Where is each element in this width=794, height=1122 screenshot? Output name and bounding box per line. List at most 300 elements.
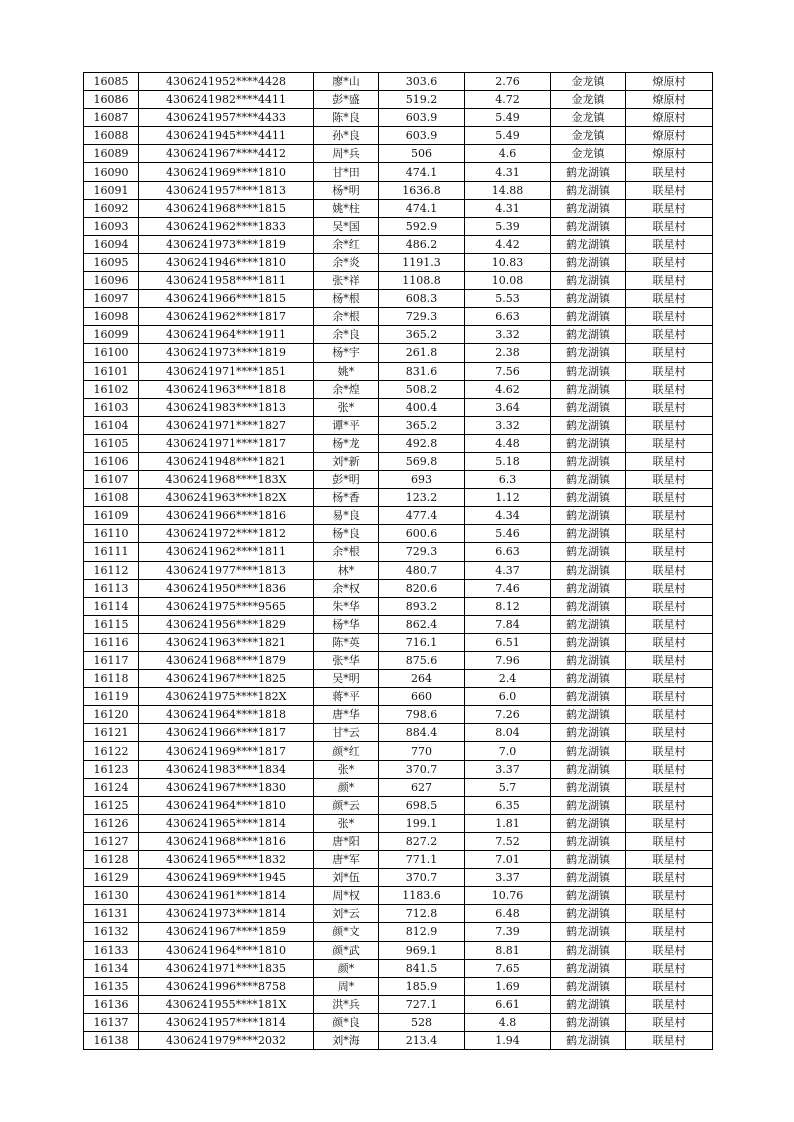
table-row: [84, 199, 713, 217]
cell-seq: 16094: [84, 235, 139, 253]
cell-seq: 16104: [84, 416, 139, 434]
cell-amount: 474.1: [379, 163, 465, 181]
cell-name: 颜*: [314, 778, 379, 796]
cell-area: 7.0: [465, 742, 551, 760]
cell-town: 鹤龙湖镇: [551, 615, 626, 633]
cell-name: 唐*军: [314, 851, 379, 869]
cell-town: 鹤龙湖镇: [551, 253, 626, 271]
cell-id-number: 4306241961****1814: [139, 887, 314, 905]
cell-town: 鹤龙湖镇: [551, 416, 626, 434]
cell-town: 鹤龙湖镇: [551, 742, 626, 760]
cell-town: 金龙镇: [551, 145, 626, 163]
cell-amount: 729.3: [379, 543, 465, 561]
cell-village: 联星村: [626, 579, 713, 597]
cell-id-number: 4306241969****1810: [139, 163, 314, 181]
cell-id-number: 4306241955****181X: [139, 995, 314, 1013]
cell-village: 联星村: [626, 525, 713, 543]
cell-id-number: 4306241952****4428: [139, 73, 314, 91]
cell-seq: 16114: [84, 597, 139, 615]
cell-amount: 600.6: [379, 525, 465, 543]
cell-id-number: 4306241983****1834: [139, 760, 314, 778]
cell-village: 联星村: [626, 905, 713, 923]
cell-village: 联星村: [626, 326, 713, 344]
cell-name: 杨*华: [314, 615, 379, 633]
cell-area: 6.63: [465, 308, 551, 326]
cell-amount: 528: [379, 1013, 465, 1031]
cell-area: 5.49: [465, 127, 551, 145]
table-row: [84, 561, 713, 579]
cell-village: 联星村: [626, 471, 713, 489]
table-row: [84, 1013, 713, 1031]
cell-town: 鹤龙湖镇: [551, 561, 626, 579]
cell-name: 杨*龙: [314, 434, 379, 452]
cell-amount: 365.2: [379, 416, 465, 434]
cell-area: 7.46: [465, 579, 551, 597]
cell-area: 5.49: [465, 109, 551, 127]
cell-area: 8.12: [465, 597, 551, 615]
cell-amount: 519.2: [379, 91, 465, 109]
table-row: [84, 760, 713, 778]
cell-village: 联星村: [626, 561, 713, 579]
table-row: [84, 452, 713, 470]
cell-amount: 486.2: [379, 235, 465, 253]
cell-name: 杨*根: [314, 290, 379, 308]
cell-seq: 16116: [84, 633, 139, 651]
cell-village: 联星村: [626, 851, 713, 869]
cell-id-number: 4306241973****1819: [139, 235, 314, 253]
cell-name: 刘*伍: [314, 869, 379, 887]
cell-village: 联星村: [626, 923, 713, 941]
cell-village: 联星村: [626, 760, 713, 778]
table-row: [84, 91, 713, 109]
table-row: [84, 1031, 713, 1049]
cell-seq: 16123: [84, 760, 139, 778]
cell-seq: 16087: [84, 109, 139, 127]
cell-name: 余*炎: [314, 253, 379, 271]
cell-village: 联星村: [626, 887, 713, 905]
cell-village: 联星村: [626, 416, 713, 434]
cell-id-number: 4306241963****1821: [139, 633, 314, 651]
cell-town: 鹤龙湖镇: [551, 290, 626, 308]
cell-area: 4.34: [465, 507, 551, 525]
table-row: [84, 633, 713, 651]
cell-town: 鹤龙湖镇: [551, 652, 626, 670]
cell-village: 联星村: [626, 796, 713, 814]
table-body: [84, 73, 713, 1050]
cell-amount: 627: [379, 778, 465, 796]
cell-id-number: 4306241962****1817: [139, 308, 314, 326]
cell-name: 周*兵: [314, 145, 379, 163]
cell-area: 10.76: [465, 887, 551, 905]
cell-id-number: 4306241946****1810: [139, 253, 314, 271]
cell-town: 鹤龙湖镇: [551, 543, 626, 561]
cell-town: 鹤龙湖镇: [551, 688, 626, 706]
cell-seq: 16103: [84, 398, 139, 416]
cell-amount: 893.2: [379, 597, 465, 615]
cell-seq: 16105: [84, 434, 139, 452]
cell-area: 7.52: [465, 832, 551, 850]
cell-town: 鹤龙湖镇: [551, 995, 626, 1013]
cell-name: 林*: [314, 561, 379, 579]
cell-amount: 1636.8: [379, 181, 465, 199]
cell-village: 联星村: [626, 507, 713, 525]
cell-amount: 827.2: [379, 832, 465, 850]
cell-amount: 729.3: [379, 308, 465, 326]
cell-amount: 875.6: [379, 652, 465, 670]
table-row: [84, 742, 713, 760]
cell-village: 联星村: [626, 633, 713, 651]
cell-area: 4.6: [465, 145, 551, 163]
cell-name: 周*权: [314, 887, 379, 905]
cell-seq: 16117: [84, 652, 139, 670]
table-row: [84, 145, 713, 163]
cell-seq: 16137: [84, 1013, 139, 1031]
cell-amount: 474.1: [379, 199, 465, 217]
cell-amount: 480.7: [379, 561, 465, 579]
cell-seq: 16118: [84, 670, 139, 688]
cell-area: 7.65: [465, 959, 551, 977]
cell-seq: 16091: [84, 181, 139, 199]
cell-area: 4.31: [465, 163, 551, 181]
cell-seq: 16119: [84, 688, 139, 706]
cell-area: 10.08: [465, 272, 551, 290]
cell-area: 3.37: [465, 760, 551, 778]
table-row: [84, 525, 713, 543]
cell-amount: 365.2: [379, 326, 465, 344]
table-row: [84, 959, 713, 977]
table-row: [84, 290, 713, 308]
cell-name: 余*良: [314, 326, 379, 344]
table-row: [84, 434, 713, 452]
cell-area: 4.48: [465, 434, 551, 452]
cell-town: 鹤龙湖镇: [551, 1031, 626, 1049]
cell-name: 甘*云: [314, 724, 379, 742]
cell-name: 杨*香: [314, 489, 379, 507]
cell-town: 鹤龙湖镇: [551, 434, 626, 452]
table-row: [84, 127, 713, 145]
cell-amount: 592.9: [379, 217, 465, 235]
cell-name: 易*良: [314, 507, 379, 525]
cell-name: 颜*文: [314, 923, 379, 941]
cell-town: 鹤龙湖镇: [551, 199, 626, 217]
cell-village: 联星村: [626, 362, 713, 380]
cell-area: 1.81: [465, 814, 551, 832]
cell-village: 联星村: [626, 290, 713, 308]
cell-seq: 16125: [84, 796, 139, 814]
cell-id-number: 4306241975****182X: [139, 688, 314, 706]
cell-id-number: 4306241966****1817: [139, 724, 314, 742]
cell-seq: 16124: [84, 778, 139, 796]
table-row: [84, 326, 713, 344]
cell-id-number: 4306241948****1821: [139, 452, 314, 470]
cell-town: 鹤龙湖镇: [551, 362, 626, 380]
cell-area: 4.72: [465, 91, 551, 109]
table-row: [84, 235, 713, 253]
table-row: [84, 344, 713, 362]
cell-town: 鹤龙湖镇: [551, 163, 626, 181]
cell-name: 姚*柱: [314, 199, 379, 217]
cell-amount: 213.4: [379, 1031, 465, 1049]
cell-town: 鹤龙湖镇: [551, 525, 626, 543]
cell-town: 鹤龙湖镇: [551, 832, 626, 850]
cell-amount: 1183.6: [379, 887, 465, 905]
cell-village: 联星村: [626, 452, 713, 470]
cell-seq: 16111: [84, 543, 139, 561]
cell-area: 4.37: [465, 561, 551, 579]
cell-id-number: 4306241964****1810: [139, 941, 314, 959]
cell-village: 联星村: [626, 814, 713, 832]
table-row: [84, 181, 713, 199]
cell-area: 5.18: [465, 452, 551, 470]
cell-amount: 693: [379, 471, 465, 489]
cell-village: 联星村: [626, 688, 713, 706]
cell-seq: 16092: [84, 199, 139, 217]
cell-area: 5.7: [465, 778, 551, 796]
cell-amount: 506: [379, 145, 465, 163]
cell-name: 颜*云: [314, 796, 379, 814]
cell-seq: 16115: [84, 615, 139, 633]
cell-amount: 370.7: [379, 760, 465, 778]
cell-area: 2.38: [465, 344, 551, 362]
cell-village: 联星村: [626, 778, 713, 796]
table-row: [84, 869, 713, 887]
cell-amount: 608.3: [379, 290, 465, 308]
cell-village: 联星村: [626, 253, 713, 271]
cell-amount: 1191.3: [379, 253, 465, 271]
cell-amount: 508.2: [379, 380, 465, 398]
cell-seq: 16100: [84, 344, 139, 362]
cell-town: 鹤龙湖镇: [551, 398, 626, 416]
cell-village: 联星村: [626, 670, 713, 688]
cell-id-number: 4306241964****1911: [139, 326, 314, 344]
cell-name: 张*华: [314, 652, 379, 670]
table-row: [84, 941, 713, 959]
cell-village: 联星村: [626, 652, 713, 670]
cell-town: 鹤龙湖镇: [551, 181, 626, 199]
cell-village: 联星村: [626, 597, 713, 615]
cell-town: 鹤龙湖镇: [551, 923, 626, 941]
cell-area: 2.76: [465, 73, 551, 91]
cell-amount: 969.1: [379, 941, 465, 959]
data-table: [83, 72, 713, 1050]
cell-amount: 261.8: [379, 344, 465, 362]
table-row: [84, 652, 713, 670]
cell-name: 洪*兵: [314, 995, 379, 1013]
cell-area: 3.37: [465, 869, 551, 887]
cell-id-number: 4306241967****1859: [139, 923, 314, 941]
cell-area: 5.46: [465, 525, 551, 543]
cell-area: 1.12: [465, 489, 551, 507]
cell-amount: 400.4: [379, 398, 465, 416]
cell-town: 鹤龙湖镇: [551, 579, 626, 597]
cell-id-number: 4306241962****1811: [139, 543, 314, 561]
cell-seq: 16089: [84, 145, 139, 163]
cell-seq: 16138: [84, 1031, 139, 1049]
cell-id-number: 4306241964****1818: [139, 706, 314, 724]
cell-seq: 16121: [84, 724, 139, 742]
table-row: [84, 905, 713, 923]
cell-name: 余*煌: [314, 380, 379, 398]
cell-town: 鹤龙湖镇: [551, 869, 626, 887]
cell-id-number: 4306241967****1830: [139, 778, 314, 796]
cell-village: 联星村: [626, 742, 713, 760]
cell-name: 刘*新: [314, 452, 379, 470]
cell-area: 3.64: [465, 398, 551, 416]
cell-id-number: 4306241968****183X: [139, 471, 314, 489]
cell-seq: 16128: [84, 851, 139, 869]
cell-town: 鹤龙湖镇: [551, 905, 626, 923]
cell-town: 鹤龙湖镇: [551, 272, 626, 290]
cell-name: 谭*平: [314, 416, 379, 434]
table-row: [84, 923, 713, 941]
cell-name: 颜*: [314, 959, 379, 977]
cell-seq: 16101: [84, 362, 139, 380]
cell-amount: 716.1: [379, 633, 465, 651]
cell-name: 陈*良: [314, 109, 379, 127]
table-row: [84, 814, 713, 832]
cell-name: 朱*华: [314, 597, 379, 615]
cell-village: 联星村: [626, 869, 713, 887]
cell-amount: 727.1: [379, 995, 465, 1013]
cell-village: 联星村: [626, 344, 713, 362]
cell-id-number: 4306241945****4411: [139, 127, 314, 145]
cell-name: 张*: [314, 398, 379, 416]
table-row: [84, 398, 713, 416]
cell-id-number: 4306241965****1832: [139, 851, 314, 869]
cell-village: 燎原村: [626, 145, 713, 163]
cell-area: 7.26: [465, 706, 551, 724]
cell-amount: 841.5: [379, 959, 465, 977]
cell-town: 鹤龙湖镇: [551, 977, 626, 995]
table-row: [84, 217, 713, 235]
cell-name: 杨*宇: [314, 344, 379, 362]
cell-id-number: 4306241996****8758: [139, 977, 314, 995]
cell-name: 唐*阳: [314, 832, 379, 850]
cell-village: 联星村: [626, 706, 713, 724]
cell-area: 6.35: [465, 796, 551, 814]
cell-village: 燎原村: [626, 91, 713, 109]
cell-town: 鹤龙湖镇: [551, 344, 626, 362]
cell-amount: 569.8: [379, 452, 465, 470]
cell-seq: 16108: [84, 489, 139, 507]
cell-amount: 603.9: [379, 109, 465, 127]
cell-village: 联星村: [626, 308, 713, 326]
cell-town: 鹤龙湖镇: [551, 597, 626, 615]
cell-id-number: 4306241971****1827: [139, 416, 314, 434]
cell-id-number: 4306241968****1816: [139, 832, 314, 850]
table-row: [84, 615, 713, 633]
table-row: [84, 579, 713, 597]
cell-town: 鹤龙湖镇: [551, 670, 626, 688]
cell-amount: 771.1: [379, 851, 465, 869]
cell-amount: 798.6: [379, 706, 465, 724]
cell-seq: 16098: [84, 308, 139, 326]
cell-town: 鹤龙湖镇: [551, 778, 626, 796]
cell-name: 甘*田: [314, 163, 379, 181]
cell-name: 周*: [314, 977, 379, 995]
cell-town: 鹤龙湖镇: [551, 507, 626, 525]
cell-id-number: 4306241979****2032: [139, 1031, 314, 1049]
cell-name: 蒋*平: [314, 688, 379, 706]
cell-seq: 16130: [84, 887, 139, 905]
cell-name: 刘*海: [314, 1031, 379, 1049]
cell-town: 金龙镇: [551, 91, 626, 109]
cell-id-number: 4306241967****4412: [139, 145, 314, 163]
cell-seq: 16120: [84, 706, 139, 724]
cell-id-number: 4306241966****1816: [139, 507, 314, 525]
cell-village: 燎原村: [626, 127, 713, 145]
cell-town: 鹤龙湖镇: [551, 796, 626, 814]
cell-id-number: 4306241957****1813: [139, 181, 314, 199]
cell-town: 鹤龙湖镇: [551, 471, 626, 489]
cell-amount: 1108.8: [379, 272, 465, 290]
cell-name: 余*红: [314, 235, 379, 253]
cell-area: 6.61: [465, 995, 551, 1013]
cell-area: 7.56: [465, 362, 551, 380]
cell-amount: 812.9: [379, 923, 465, 941]
cell-id-number: 4306241971****1817: [139, 434, 314, 452]
cell-village: 联星村: [626, 724, 713, 742]
cell-area: 5.39: [465, 217, 551, 235]
cell-town: 鹤龙湖镇: [551, 941, 626, 959]
cell-name: 姚*: [314, 362, 379, 380]
cell-id-number: 4306241957****1814: [139, 1013, 314, 1031]
cell-seq: 16090: [84, 163, 139, 181]
cell-seq: 16107: [84, 471, 139, 489]
cell-village: 联星村: [626, 199, 713, 217]
cell-id-number: 4306241950****1836: [139, 579, 314, 597]
cell-town: 鹤龙湖镇: [551, 760, 626, 778]
cell-name: 颜*武: [314, 941, 379, 959]
table-row: [84, 796, 713, 814]
cell-amount: 698.5: [379, 796, 465, 814]
cell-name: 吴*明: [314, 670, 379, 688]
cell-village: 联星村: [626, 995, 713, 1013]
cell-village: 燎原村: [626, 109, 713, 127]
cell-town: 鹤龙湖镇: [551, 380, 626, 398]
cell-town: 鹤龙湖镇: [551, 851, 626, 869]
cell-name: 彭*明: [314, 471, 379, 489]
cell-area: 3.32: [465, 416, 551, 434]
cell-seq: 16112: [84, 561, 139, 579]
cell-area: 1.69: [465, 977, 551, 995]
cell-id-number: 4306241963****182X: [139, 489, 314, 507]
table-row: [84, 507, 713, 525]
cell-town: 鹤龙湖镇: [551, 235, 626, 253]
cell-seq: 16093: [84, 217, 139, 235]
cell-id-number: 4306241965****1814: [139, 814, 314, 832]
cell-amount: 370.7: [379, 869, 465, 887]
cell-seq: 16096: [84, 272, 139, 290]
table-row: [84, 778, 713, 796]
cell-village: 联星村: [626, 959, 713, 977]
cell-village: 联星村: [626, 398, 713, 416]
cell-id-number: 4306241983****1813: [139, 398, 314, 416]
cell-amount: 820.6: [379, 579, 465, 597]
cell-name: 杨*良: [314, 525, 379, 543]
cell-area: 6.63: [465, 543, 551, 561]
cell-name: 余*根: [314, 308, 379, 326]
cell-town: 鹤龙湖镇: [551, 489, 626, 507]
cell-name: 余*权: [314, 579, 379, 597]
cell-village: 燎原村: [626, 73, 713, 91]
cell-village: 联星村: [626, 163, 713, 181]
cell-town: 鹤龙湖镇: [551, 452, 626, 470]
cell-id-number: 4306241968****1815: [139, 199, 314, 217]
cell-amount: 884.4: [379, 724, 465, 742]
cell-area: 8.81: [465, 941, 551, 959]
cell-area: 6.3: [465, 471, 551, 489]
